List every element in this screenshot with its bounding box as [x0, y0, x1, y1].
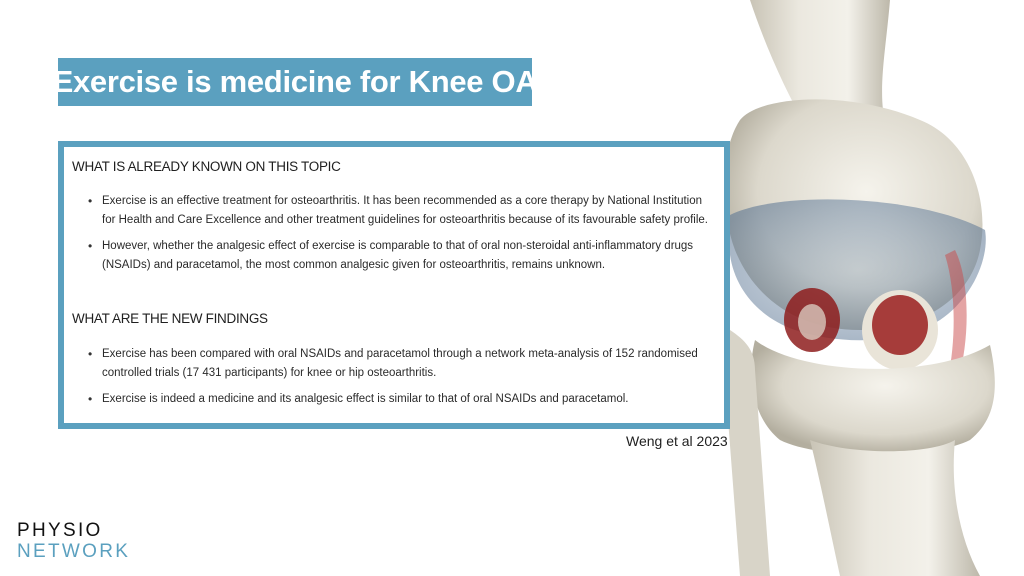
list-item: • Exercise has been compared with oral NSAIDs and paracetamol through a network meta-analysis of 152 randomised controlled trials (17 431 participants) for knee or hip osteoarthritis. — [90, 345, 714, 383]
knee-joint-illustration — [700, 0, 1024, 576]
findings-list — [90, 345, 714, 416]
known-list — [90, 192, 714, 282]
list-item: • Exercise is indeed a medicine and its analgesic effect is similar to that of oral NSAIDs and paracetamol. — [90, 390, 714, 409]
list-item: • Exercise is an effective treatment for osteoarthritis. It has been recommended as a core therapy by National Institution for Health and Care Excellence and other treatment guidelines for osteoarthritis because of its favourable safety profile. — [90, 192, 714, 230]
list-item: • However, whether the analgesic effect of exercise is comparable to that of oral non-steroidal anti-inflammatory drugs (NSAIDs) and paracetamol, the most common analgesic given for osteoarthritis, remains unknown. — [90, 237, 714, 275]
physio-network-logo — [17, 521, 130, 563]
page-title: Exercise is medicine for Knee OA — [58, 58, 532, 106]
logo-line-network: NETWORK — [17, 541, 131, 562]
known-heading: WHAT IS ALREADY KNOWN ON THIS TOPIC — [72, 159, 341, 174]
citation: Weng et al 2023 — [626, 433, 728, 449]
logo-line-physio: PHYSIO — [17, 520, 103, 541]
findings-heading: WHAT ARE THE NEW FINDINGS — [72, 311, 268, 326]
summary-box — [58, 141, 730, 429]
